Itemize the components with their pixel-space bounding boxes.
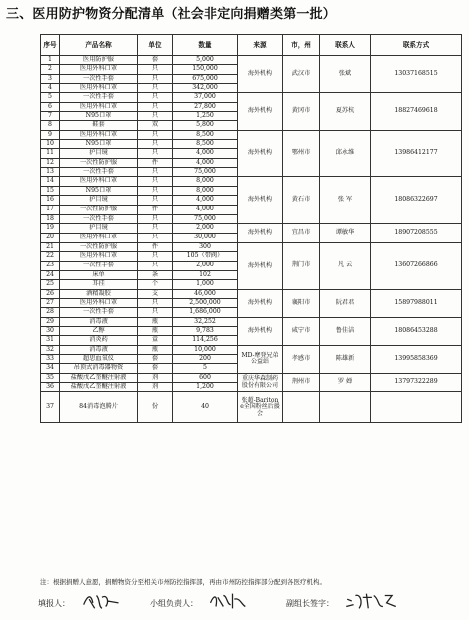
allocation-table xyxy=(40,34,462,423)
row-unit: 只 xyxy=(138,140,173,149)
row-index: 9 xyxy=(41,130,60,139)
footnote: 注：根据捐赠人意愿，捐赠物资分至相关市州防控指挥部，再由市州防控指挥部分配到各医疗机构。 xyxy=(40,578,326,586)
row-quantity: 105（带阀） xyxy=(173,252,238,261)
filler-signature xyxy=(80,590,124,612)
row-index: 33 xyxy=(41,355,60,364)
row-index: 19 xyxy=(41,224,60,233)
row-product: 盐酸戊乙奎醚注射液 xyxy=(60,383,138,392)
row-product: 一次性手套 xyxy=(60,308,138,317)
row-index: 32 xyxy=(41,345,60,354)
row-unit: 套 xyxy=(138,355,173,364)
row-index: 36 xyxy=(41,383,60,392)
group-city: 荆州市 xyxy=(283,373,320,392)
row-quantity: 200 xyxy=(173,355,238,364)
row-quantity: 8,000 xyxy=(173,186,238,195)
row-index: 1 xyxy=(41,56,60,65)
row-quantity: 75,000 xyxy=(173,168,238,177)
group-contact: 凡 云 xyxy=(320,242,371,289)
row-index: 13 xyxy=(41,168,60,177)
row-quantity: 1,200 xyxy=(173,383,238,392)
row-product: 一次性防护服 xyxy=(60,242,138,251)
row-quantity: 8,000 xyxy=(173,177,238,186)
header-product: 产品名称 xyxy=(60,35,138,56)
row-quantity: 1,250 xyxy=(173,112,238,121)
row-unit: 只 xyxy=(138,74,173,83)
row-product: 盐酸戊乙奎醚注射液 xyxy=(60,373,138,382)
leader-signature xyxy=(205,590,249,612)
deputy-label: 副组长签字： xyxy=(286,599,334,608)
row-product: 一次性手套 xyxy=(60,168,138,177)
row-product: 护目镜 xyxy=(60,196,138,205)
row-index: 37 xyxy=(41,392,60,423)
table-body xyxy=(41,56,462,423)
row-product: 医用外科口罩 xyxy=(60,233,138,242)
row-product: 吊顶式消毒器物资 xyxy=(60,364,138,373)
row-unit: 条 xyxy=(138,270,173,279)
row-index: 31 xyxy=(41,336,60,345)
row-product: 一次性手套 xyxy=(60,93,138,102)
group-contact: 邱永维 xyxy=(320,130,371,177)
row-unit: 个 xyxy=(138,280,173,289)
row-unit: 只 xyxy=(138,186,173,195)
table-header-row xyxy=(41,35,462,56)
header-source: 来源 xyxy=(238,35,283,56)
row-index: 2 xyxy=(41,65,60,74)
table-row xyxy=(41,289,462,298)
group-source: 海外机构 xyxy=(238,93,283,130)
row-quantity: 2,000 xyxy=(173,261,238,270)
group-city: 黄石市 xyxy=(283,177,320,224)
table-row xyxy=(41,242,462,251)
group-source: 海外机构 xyxy=(238,130,283,177)
row-index: 23 xyxy=(41,261,60,270)
row-product: 护目镜 xyxy=(60,224,138,233)
row-index: 20 xyxy=(41,233,60,242)
row-quantity: 37,000 xyxy=(173,93,238,102)
row-quantity: 8,500 xyxy=(173,130,238,139)
row-index: 12 xyxy=(41,158,60,167)
table-row xyxy=(41,345,462,354)
row-unit: 只 xyxy=(138,168,173,177)
table-row xyxy=(41,224,462,233)
row-unit: 瓶 xyxy=(138,345,173,354)
row-quantity: 5,000 xyxy=(173,56,238,65)
row-product: 医用外科口罩 xyxy=(60,102,138,111)
row-quantity: 675,000 xyxy=(173,74,238,83)
group-contact: 罗 婵 xyxy=(320,373,371,392)
table-row xyxy=(41,373,462,382)
row-product: 一次性防护服 xyxy=(60,158,138,167)
row-index: 5 xyxy=(41,93,60,102)
row-unit: 只 xyxy=(138,93,173,102)
row-product: 医用防护服 xyxy=(60,56,138,65)
group-phone: 18086322697 xyxy=(371,177,462,224)
row-quantity: 1,686,000 xyxy=(173,308,238,317)
header-city: 市，州 xyxy=(283,35,320,56)
row-product: 消炎药 xyxy=(60,336,138,345)
row-quantity: 600 xyxy=(173,373,238,382)
row-product: 床单 xyxy=(60,270,138,279)
row-quantity: 46,000 xyxy=(173,289,238,298)
row-unit: 只 xyxy=(138,214,173,223)
group-contact: 陈雄新 xyxy=(320,345,371,373)
row-quantity: 9,783 xyxy=(173,326,238,335)
row-index: 17 xyxy=(41,205,60,214)
group-city: 荆门市 xyxy=(283,242,320,289)
group-city: 孝感市 xyxy=(283,345,320,373)
row-product: 医用外科口罩 xyxy=(60,252,138,261)
page-title: 三、医用防护物资分配清单（社会非定向捐赠类第一批） xyxy=(6,7,337,22)
group-city xyxy=(283,392,320,423)
group-phone: 13607266866 xyxy=(371,242,462,289)
row-product: 一次性手套 xyxy=(60,74,138,83)
group-source: 张超-Baritone全国粉丝后援会 xyxy=(238,392,283,423)
row-unit: 只 xyxy=(138,252,173,261)
group-phone xyxy=(371,392,462,423)
row-unit: 只 xyxy=(138,112,173,121)
row-unit: 只 xyxy=(138,102,173,111)
group-phone: 13037168515 xyxy=(371,56,462,93)
filler-label: 填报人： xyxy=(38,599,70,608)
row-product: N95口罩 xyxy=(60,140,138,149)
group-contact: 张斌 xyxy=(320,56,371,93)
row-index: 6 xyxy=(41,102,60,111)
row-unit: 只 xyxy=(138,65,173,74)
row-unit: 套 xyxy=(138,364,173,373)
group-source: MD-摩登兄弟公益站 xyxy=(238,345,283,373)
row-quantity: 4,000 xyxy=(173,196,238,205)
row-product: 乙醇 xyxy=(60,326,138,335)
row-index: 16 xyxy=(41,196,60,205)
row-quantity: 10,000 xyxy=(173,345,238,354)
row-unit: 只 xyxy=(138,298,173,307)
row-index: 14 xyxy=(41,177,60,186)
group-contact: 夏苏杭 xyxy=(320,93,371,130)
row-product: 消毒液 xyxy=(60,317,138,326)
header-contact: 联系人 xyxy=(320,35,371,56)
row-index: 34 xyxy=(41,364,60,373)
row-unit: 只 xyxy=(138,196,173,205)
row-product: 消毒液 xyxy=(60,345,138,354)
row-quantity: 32,252 xyxy=(173,317,238,326)
row-index: 7 xyxy=(41,112,60,121)
row-quantity: 75,000 xyxy=(173,214,238,223)
row-product: 医用外科口罩 xyxy=(60,177,138,186)
table-row xyxy=(41,177,462,186)
row-index: 26 xyxy=(41,289,60,298)
group-source: 海外机构 xyxy=(238,224,283,243)
row-quantity: 2,000 xyxy=(173,224,238,233)
table-row xyxy=(41,56,462,65)
row-quantity: 4,000 xyxy=(173,149,238,158)
header-index: 序号 xyxy=(41,35,60,56)
row-product: 医用外科口罩 xyxy=(60,130,138,139)
group-phone: 13995858369 xyxy=(371,345,462,373)
row-index: 3 xyxy=(41,74,60,83)
row-product: 鞋套 xyxy=(60,121,138,130)
row-quantity: 114,256 xyxy=(173,336,238,345)
row-unit: 只 xyxy=(138,308,173,317)
group-source: 海外机构 xyxy=(238,56,283,93)
row-index: 25 xyxy=(41,280,60,289)
row-product: 酒精凝胶 xyxy=(60,289,138,298)
group-phone: 18827469618 xyxy=(371,93,462,130)
row-index: 10 xyxy=(41,140,60,149)
row-unit: 件 xyxy=(138,242,173,251)
row-index: 22 xyxy=(41,252,60,261)
header-quantity: 数量 xyxy=(173,35,238,56)
group-contact: 谭敏华 xyxy=(320,224,371,243)
row-quantity: 5,800 xyxy=(173,121,238,130)
group-city: 黄冈市 xyxy=(283,93,320,130)
header-phone: 联系方式 xyxy=(371,35,462,56)
row-index: 27 xyxy=(41,298,60,307)
row-quantity: 40 xyxy=(173,392,238,423)
group-city: 宜昌市 xyxy=(283,224,320,243)
row-unit: 份 xyxy=(138,392,173,423)
table-row xyxy=(41,317,462,326)
row-unit: 瓶 xyxy=(138,326,173,335)
group-source: 海外机构 xyxy=(238,242,283,289)
row-index: 29 xyxy=(41,317,60,326)
group-city: 武汉市 xyxy=(283,56,320,93)
deputy-signature xyxy=(342,590,400,612)
row-index: 18 xyxy=(41,214,60,223)
row-quantity: 2,500,000 xyxy=(173,298,238,307)
row-unit: 双 xyxy=(138,121,173,130)
row-unit: 瓶 xyxy=(138,317,173,326)
group-contact xyxy=(320,392,371,423)
group-contact: 张 军 xyxy=(320,177,371,224)
row-unit: 只 xyxy=(138,261,173,270)
row-product: 医用外科口罩 xyxy=(60,84,138,93)
row-unit: 只 xyxy=(138,233,173,242)
row-index: 30 xyxy=(41,326,60,335)
row-product: 护目镜 xyxy=(60,149,138,158)
row-quantity: 342,000 xyxy=(173,84,238,93)
row-product: N95口罩 xyxy=(60,112,138,121)
row-index: 8 xyxy=(41,121,60,130)
row-index: 15 xyxy=(41,186,60,195)
group-contact: 阮君君 xyxy=(320,289,371,317)
table-row xyxy=(41,392,462,423)
group-phone: 15897988011 xyxy=(371,289,462,317)
row-unit: 剂 xyxy=(138,383,173,392)
group-source: 海外机构 xyxy=(238,317,283,345)
row-unit: 只 xyxy=(138,84,173,93)
row-unit: 只 xyxy=(138,224,173,233)
row-quantity: 27,800 xyxy=(173,102,238,111)
group-source: 重庆华森制药股份有限公司 xyxy=(238,373,283,392)
row-product: 一次性手套 xyxy=(60,261,138,270)
row-product: 超思血氧仪 xyxy=(60,355,138,364)
row-unit: 盒 xyxy=(138,336,173,345)
row-index: 21 xyxy=(41,242,60,251)
row-index: 24 xyxy=(41,270,60,279)
row-unit: 只 xyxy=(138,130,173,139)
row-index: 11 xyxy=(41,149,60,158)
row-quantity: 1,000 xyxy=(173,280,238,289)
group-phone: 18907208555 xyxy=(371,224,462,243)
group-phone: 13797322289 xyxy=(371,373,462,392)
row-product: 医用外科口罩 xyxy=(60,298,138,307)
group-city: 咸宁市 xyxy=(283,317,320,345)
row-unit: 只 xyxy=(138,149,173,158)
row-quantity: 8,500 xyxy=(173,140,238,149)
row-quantity: 300 xyxy=(173,242,238,251)
table-row xyxy=(41,130,462,139)
row-product: 一次性手套 xyxy=(60,214,138,223)
row-product: 医用外科口罩 xyxy=(60,65,138,74)
row-quantity: 30,000 xyxy=(173,233,238,242)
row-quantity: 4,000 xyxy=(173,205,238,214)
row-index: 35 xyxy=(41,373,60,382)
row-quantity: 5 xyxy=(173,364,238,373)
row-quantity: 150,000 xyxy=(173,65,238,74)
row-index: 28 xyxy=(41,308,60,317)
group-contact: 鲁佳洁 xyxy=(320,317,371,345)
group-city: 鄂州市 xyxy=(283,130,320,177)
row-quantity: 4,000 xyxy=(173,158,238,167)
row-unit: 只 xyxy=(138,177,173,186)
group-city: 襄阳市 xyxy=(283,289,320,317)
row-index: 4 xyxy=(41,84,60,93)
row-product: 一次性防护服 xyxy=(60,205,138,214)
row-product: 84消毒泡腾片 xyxy=(60,392,138,423)
row-unit: 件 xyxy=(138,205,173,214)
leader-label: 小组负责人： xyxy=(150,599,198,608)
row-unit: 件 xyxy=(138,158,173,167)
header-unit: 单位 xyxy=(138,35,173,56)
group-source: 海外机构 xyxy=(238,177,283,224)
group-phone: 13986412177 xyxy=(371,130,462,177)
row-quantity: 102 xyxy=(173,270,238,279)
table-row xyxy=(41,93,462,102)
row-unit: 套 xyxy=(138,56,173,65)
group-source: 海外机构 xyxy=(238,289,283,317)
row-product: N95口罩 xyxy=(60,186,138,195)
group-phone: 18086453288 xyxy=(371,317,462,345)
row-unit: 支 xyxy=(138,289,173,298)
row-unit: 剂 xyxy=(138,373,173,382)
row-product: 耳挂 xyxy=(60,280,138,289)
